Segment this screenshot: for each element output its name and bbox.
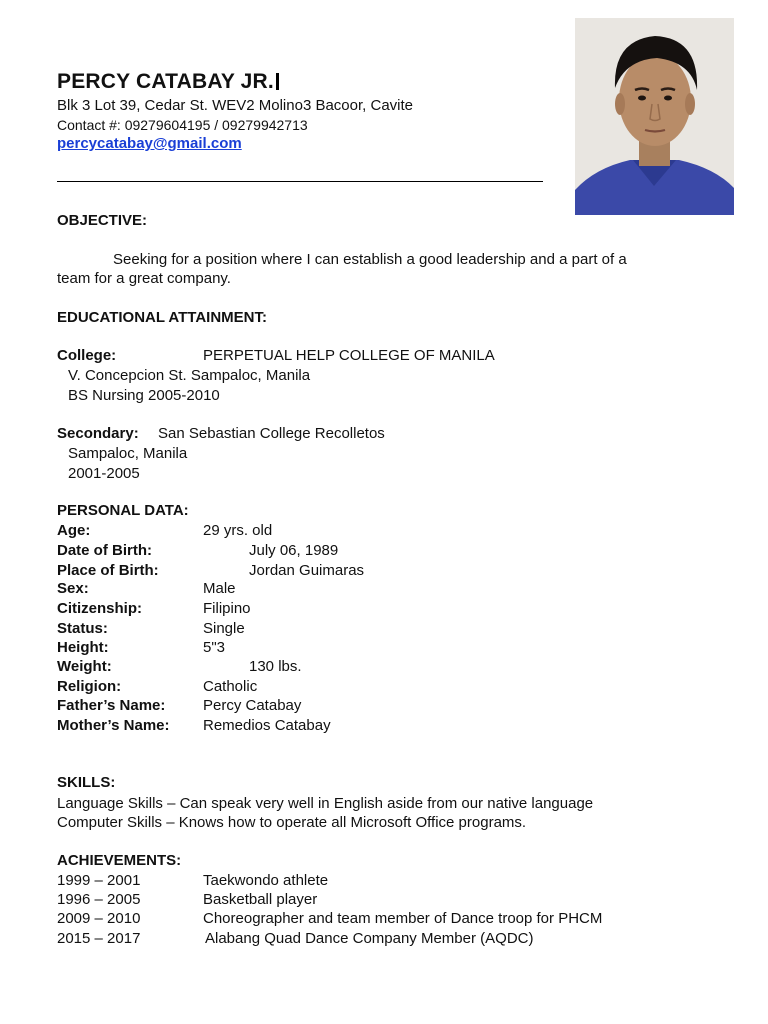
objective-heading: OBJECTIVE: — [57, 212, 148, 229]
status-value: Single — [203, 620, 245, 637]
religion-label: Religion: — [57, 678, 122, 695]
skill-item-language: Language Skills – Can speak very well in English aside from our native language — [57, 795, 594, 812]
age-label: Age: — [57, 522, 91, 539]
text-cursor — [276, 73, 279, 90]
achievements-heading: ACHIEVEMENTS: — [57, 852, 182, 869]
mother-name-label: Mother’s Name: — [57, 717, 170, 734]
secondary-address: Sampaloc, Manila — [68, 445, 188, 462]
dob-value: July 06, 1989 — [249, 542, 339, 559]
achievement-years: 2009 – 2010 — [57, 910, 141, 927]
skill-item-computer: Computer Skills – Knows how to operate all Microsoft Office programs. — [57, 814, 527, 831]
citizenship-label: Citizenship: — [57, 600, 142, 617]
address: Blk 3 Lot 39, Cedar St. WEV2 Molino3 Bacoor, Cavite — [57, 97, 414, 114]
religion-value: Catholic — [203, 678, 258, 695]
college-name: PERPETUAL HELP COLLEGE OF MANILA — [203, 347, 495, 364]
father-name-label: Father’s Name: — [57, 697, 166, 714]
education-heading: EDUCATIONAL ATTAINMENT: — [57, 309, 267, 326]
objective-line-1: Seeking for a position where I can establish a good leadership and a part of a — [113, 251, 627, 268]
college-course: BS Nursing 2005-2010 — [68, 387, 220, 404]
pob-label: Place of Birth: — [57, 562, 159, 579]
father-name-value: Percy Catabay — [203, 697, 302, 714]
status-label: Status: — [57, 620, 108, 637]
sex-value: Male — [203, 580, 236, 597]
skills-heading: SKILLS: — [57, 774, 116, 791]
personal-heading: PERSONAL DATA: — [57, 502, 189, 519]
height-value: 5"3 — [203, 639, 226, 656]
achievement-desc: Choreographer and team member of Dance troop for PHCM — [203, 910, 603, 927]
height-label: Height: — [57, 639, 109, 656]
achievement-desc: Taekwondo athlete — [203, 872, 329, 889]
secondary-label: Secondary: — [57, 425, 139, 442]
objective-line-2: team for a great company. — [57, 270, 231, 287]
citizenship-value: Filipino — [203, 600, 251, 617]
sex-label: Sex: — [57, 580, 89, 597]
applicant-photo — [575, 18, 734, 215]
mother-name-value: Remedios Catabay — [203, 717, 331, 734]
email-link[interactable]: percycatabay@gmail.com — [57, 135, 242, 152]
achievement-years: 1996 – 2005 — [57, 891, 141, 908]
dob-label: Date of Birth: — [57, 542, 152, 559]
achievement-years: 2015 – 2017 — [57, 930, 141, 947]
achievement-desc: Basketball player — [203, 891, 318, 908]
college-address: V. Concepcion St. Sampaloc, Manila — [68, 367, 311, 384]
achievement-desc: Alabang Quad Dance Company Member (AQDC) — [205, 930, 534, 947]
header-divider — [57, 181, 543, 182]
contact-numbers: Contact #: 09279604195 / 09279942713 — [57, 117, 308, 133]
weight-value: 130 lbs. — [249, 658, 302, 675]
applicant-name: PERCY CATABAY JR. — [57, 70, 279, 94]
secondary-name: San Sebastian College Recolletos — [158, 425, 385, 442]
age-value: 29 yrs. old — [203, 522, 273, 539]
weight-label: Weight: — [57, 658, 112, 675]
college-label: College: — [57, 347, 117, 364]
secondary-years: 2001-2005 — [68, 465, 140, 482]
achievement-years: 1999 – 2001 — [57, 872, 141, 889]
pob-value: Jordan Guimaras — [249, 562, 365, 579]
